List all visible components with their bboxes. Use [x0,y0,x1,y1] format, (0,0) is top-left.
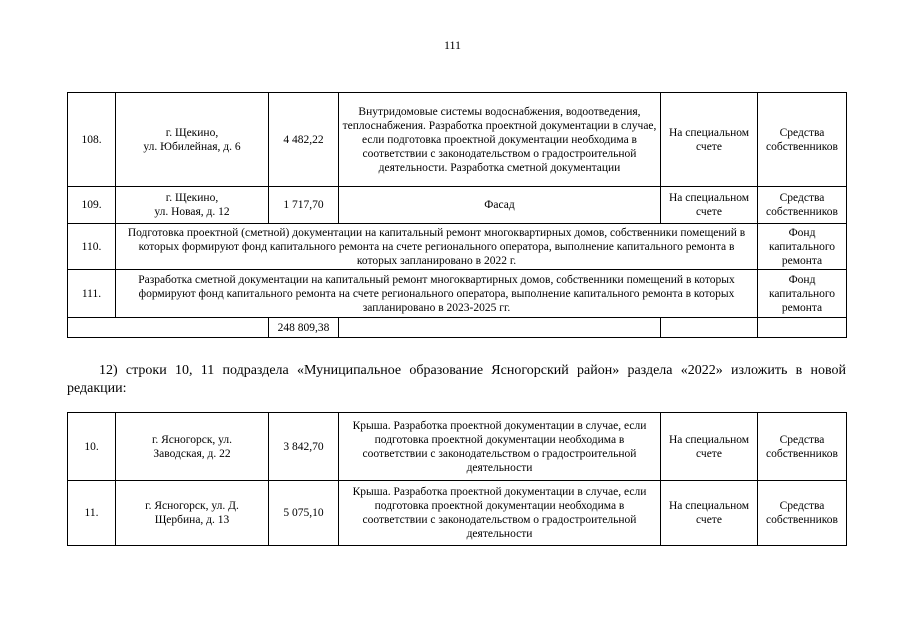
table-row [68,224,847,270]
cost-cell: 3 842,70 [269,413,339,481]
empty-cell [339,318,661,338]
work-type-cell: Крыша. Разработка проектной документации в случае, если подготовка проектной документации необходима в соответствии с законодательством о градостроительной деятельности [339,481,661,546]
merged-description-cell: Разработка сметной документации на капитальный ремонт многоквартирных домов, собственники помещений в которых формируют фонд капитального ремонта на счете регионального оператора, выполнение капитального ремонта в которых запланировано в 2023-2025 гг. [116,270,758,318]
total-cost-cell: 248 809,38 [269,318,339,338]
row-number: 10. [68,413,116,481]
table-row [68,413,847,481]
funding-source-cell: Средства собственников [758,187,847,224]
works-table-yasnogorsk [67,412,847,546]
row-number: 111. [68,270,116,318]
address-cell: г. Ясногорск, ул. Заводская, д. 22 [116,413,269,481]
cost-cell: 1 717,70 [269,187,339,224]
account-cell: На специальном счете [661,413,758,481]
account-cell: На специальном счете [661,93,758,187]
funding-source-cell: Средства собственников [758,93,847,187]
address-cell: г. Щекино, ул. Новая, д. 12 [116,187,269,224]
empty-cell [758,318,847,338]
account-cell: На специальном счете [661,481,758,546]
address-cell: г. Ясногорск, ул. Д. Щербина, д. 13 [116,481,269,546]
table-row [68,270,847,318]
empty-cell [68,318,269,338]
empty-cell [661,318,758,338]
total-row [68,318,847,338]
funding-source-cell: Средства собственников [758,481,847,546]
funding-source-cell: Фонд капитального ремонта [758,270,847,318]
table-row [68,93,847,187]
cost-cell: 4 482,22 [269,93,339,187]
row-number: 11. [68,481,116,546]
funding-source-cell: Фонд капитального ремонта [758,224,847,270]
page-number: 111 [443,38,462,52]
works-table-shchekino [67,92,847,338]
address-cell: г. Щекино, ул. Юбилейная, д. 6 [116,93,269,187]
row-number: 108. [68,93,116,187]
work-type-cell: Крыша. Разработка проектной документации в случае, если подготовка проектной документации необходима в соответствии с законодательством о градостроительной деятельности [339,413,661,481]
table-row [68,481,847,546]
account-cell: На специальном счете [661,187,758,224]
amendment-paragraph: 12) строки 10, 11 подраздела «Муниципальное образование Ясногорский район» раздела «2022» изложить в новой редакции: [67,363,846,396]
funding-source-cell: Средства собственников [758,413,847,481]
work-type-cell: Внутридомовые системы водоснабжения, водоотведения, теплоснабжения. Разработка проектной документации в случае, если подготовка проектной документации необходима в соответствии с законодательством о градостроительной деятельности. Разработка сметной документации [339,93,661,187]
row-number: 109. [68,187,116,224]
merged-description-cell: Подготовка проектной (сметной) документации на капитальный ремонт многоквартирных домов, собственники помещений в которых формируют фонд капитального ремонта на счете регионального оператора, выполнение капитального ремонта в которых запланировано в 2022 г. [116,224,758,270]
work-type-cell: Фасад [339,187,661,224]
cost-cell: 5 075,10 [269,481,339,546]
table-row [68,187,847,224]
row-number: 110. [68,224,116,270]
